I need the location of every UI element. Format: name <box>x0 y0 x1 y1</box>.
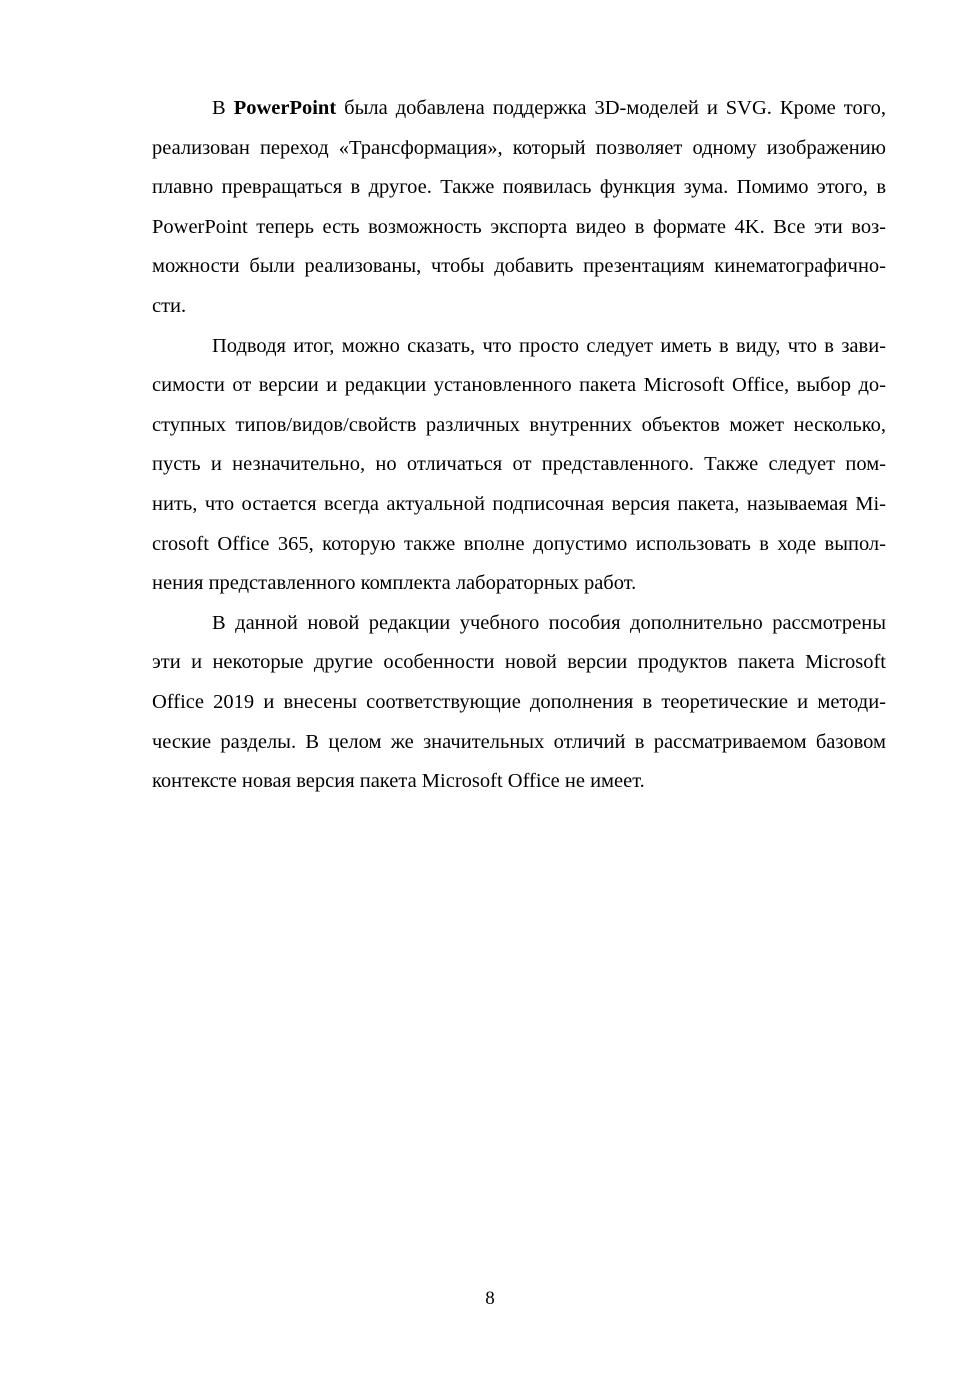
paragraph-summary <box>92 327 886 604</box>
bold-term-powerpoint: PowerPoint <box>233 97 337 119</box>
page-number: 8 <box>485 1288 495 1309</box>
text-line: ступных типов/видов/свойств различных внутренних объектов может несколько, <box>152 413 886 436</box>
text-line: Подводя итог, можно сказать, что просто следует иметь в виду, что в зави- <box>212 334 886 357</box>
text-line: симости от версии и редакции установленного пакета Microsoft Office, выбор до- <box>152 374 886 397</box>
text-line: В данной новой редакции учебного пособия дополнительно рассмотрены <box>212 611 886 634</box>
text-line: можности были реализованы, чтобы добавить презентациям кинематографично- <box>152 255 886 278</box>
text-line: реализован переход «Трансформация», который позволяет одному изображению <box>152 136 886 159</box>
text-line: эти и некоторые другие особенности новой версии продуктов пакета Microsoft <box>152 651 886 674</box>
text-line: В PowerPoint была добавлена поддержка 3D-моделей и SVG. Кроме того, <box>212 97 886 119</box>
text-line: crosoft Office 365, которую также вполне допустимо использовать в ходе выпол- <box>152 532 886 555</box>
text-line: плавно превращаться в другое. Также появилась функция зума. Помимо этого, в <box>152 176 886 199</box>
text-line: контексте новая версия пакета Microsoft Office не имеет. <box>152 770 645 793</box>
text-line: нить, что остается всегда актуальной подписочная версия пакета, называемая Mi- <box>152 492 886 515</box>
text-line: нения представленного комплекта лабораторных работ. <box>152 572 637 595</box>
text-line: сти. <box>152 294 187 317</box>
paragraph-new-edition <box>92 604 886 802</box>
text-line: ческие разделы. В целом же значительных отличий в рассматриваемом базовом <box>152 730 886 753</box>
text-line: пусть и незначительно, но отличаться от представленного. Также следует пом- <box>152 453 886 476</box>
paragraph-powerpoint-features <box>92 89 886 327</box>
text-line: Office 2019 и внесены соответствующие дополнения в теоретические и методи- <box>152 690 886 713</box>
text-line: PowerPoint теперь есть возможность экспорта видео в формате 4K. Все эти воз- <box>152 215 886 238</box>
page-body <box>92 89 886 802</box>
